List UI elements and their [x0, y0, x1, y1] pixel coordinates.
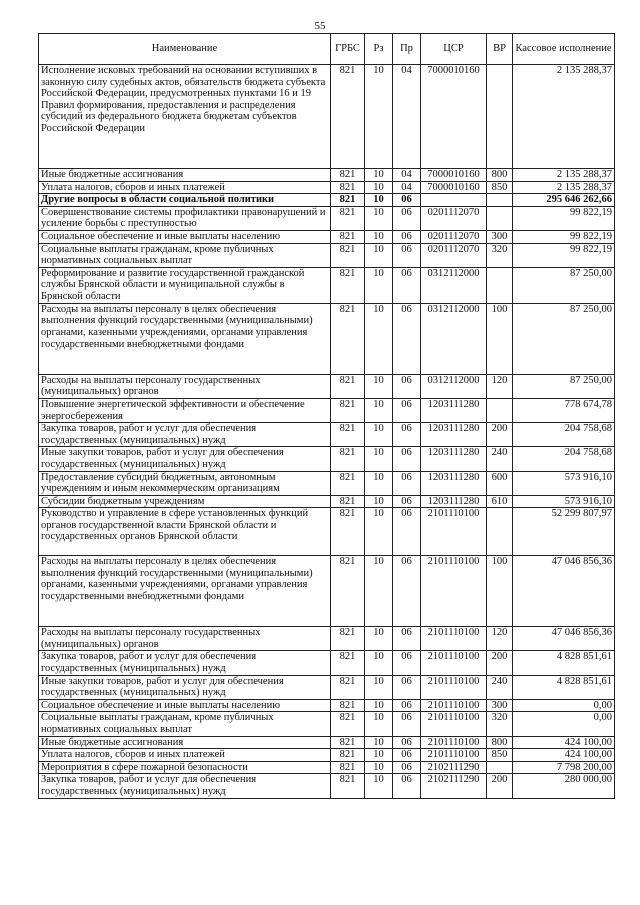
cell-name: Расходы на выплаты персоналу государственных (муниципальных) органов — [39, 627, 331, 651]
cell-vr: 200 — [487, 423, 513, 447]
cell-pr: 04 — [393, 169, 421, 182]
cell-rz: 10 — [365, 627, 393, 651]
cell-grbs: 821 — [331, 749, 365, 762]
cell-rz: 10 — [365, 206, 393, 230]
cell-csr: 1203111280 — [421, 398, 487, 422]
cell-csr: 2101110100 — [421, 712, 487, 736]
table-row — [39, 556, 615, 627]
cell-vr — [487, 65, 513, 169]
cell-csr: 2102111290 — [421, 774, 487, 798]
cell-vr — [487, 194, 513, 207]
cell-amount: 99 822,19 — [513, 206, 615, 230]
cell-csr: 1203111280 — [421, 495, 487, 508]
cell-rz: 10 — [365, 508, 393, 556]
cell-name: Социальное обеспечение и иные выплаты населению — [39, 230, 331, 243]
cell-pr: 06 — [393, 651, 421, 675]
cell-csr: 2101110100 — [421, 699, 487, 712]
cell-grbs: 821 — [331, 736, 365, 749]
cell-amount: 87 250,00 — [513, 303, 615, 374]
cell-name: Уплата налогов, сборов и иных платежей — [39, 749, 331, 762]
cell-pr: 06 — [393, 447, 421, 471]
cell-rz: 10 — [365, 712, 393, 736]
cell-pr: 06 — [393, 495, 421, 508]
table-row — [39, 699, 615, 712]
cell-grbs: 821 — [331, 675, 365, 699]
cell-rz: 10 — [365, 675, 393, 699]
table-row — [39, 495, 615, 508]
cell-grbs: 821 — [331, 169, 365, 182]
cell-vr: 800 — [487, 169, 513, 182]
cell-amount: 2 135 288,37 — [513, 181, 615, 194]
table-row — [39, 303, 615, 374]
cell-rz: 10 — [365, 65, 393, 169]
cell-grbs: 821 — [331, 471, 365, 495]
table-row — [39, 169, 615, 182]
cell-vr: 800 — [487, 736, 513, 749]
cell-name: Мероприятия в сфере пожарной безопасности — [39, 761, 331, 774]
cell-rz: 10 — [365, 749, 393, 762]
cell-vr: 610 — [487, 495, 513, 508]
table-row — [39, 398, 615, 422]
cell-rz: 10 — [365, 169, 393, 182]
cell-csr: 0201112070 — [421, 230, 487, 243]
cell-csr: 2101110100 — [421, 556, 487, 627]
cell-grbs: 821 — [331, 206, 365, 230]
cell-vr: 300 — [487, 230, 513, 243]
cell-rz: 10 — [365, 556, 393, 627]
cell-grbs: 821 — [331, 699, 365, 712]
cell-grbs: 821 — [331, 761, 365, 774]
table-row — [39, 206, 615, 230]
cell-vr — [487, 267, 513, 303]
cell-amount: 47 046 856,36 — [513, 556, 615, 627]
cell-rz: 10 — [365, 398, 393, 422]
cell-amount: 573 916,10 — [513, 495, 615, 508]
cell-amount: 0,00 — [513, 699, 615, 712]
header-amount: Кассовое исполнение — [513, 34, 615, 65]
cell-amount: 424 100,00 — [513, 736, 615, 749]
cell-rz: 10 — [365, 267, 393, 303]
cell-vr: 240 — [487, 675, 513, 699]
cell-pr: 06 — [393, 303, 421, 374]
cell-vr — [487, 508, 513, 556]
cell-grbs: 821 — [331, 374, 365, 398]
cell-name: Субсидии бюджетным учреждениям — [39, 495, 331, 508]
cell-rz: 10 — [365, 303, 393, 374]
cell-csr: 7000010160 — [421, 65, 487, 169]
cell-grbs: 821 — [331, 508, 365, 556]
cell-grbs: 821 — [331, 194, 365, 207]
cell-grbs: 821 — [331, 181, 365, 194]
cell-name: Иные бюджетные ассигнования — [39, 736, 331, 749]
cell-csr: 7000010160 — [421, 181, 487, 194]
cell-vr: 200 — [487, 651, 513, 675]
cell-name: Социальные выплаты гражданам, кроме публичных нормативных социальных выплат — [39, 243, 331, 267]
cell-grbs: 821 — [331, 423, 365, 447]
cell-rz: 10 — [365, 495, 393, 508]
cell-grbs: 821 — [331, 556, 365, 627]
table-row — [39, 508, 615, 556]
page-number: 55 — [314, 20, 326, 32]
table-row — [39, 181, 615, 194]
cell-csr: 0201112070 — [421, 243, 487, 267]
cell-amount: 52 299 807,97 — [513, 508, 615, 556]
cell-vr: 240 — [487, 447, 513, 471]
cell-csr: 2101110100 — [421, 736, 487, 749]
cell-name: Совершенствование системы профилактики правонарушений и усиление борьбы с преступностью — [39, 206, 331, 230]
cell-csr: 2101110100 — [421, 627, 487, 651]
cell-amount: 99 822,19 — [513, 243, 615, 267]
cell-vr: 300 — [487, 699, 513, 712]
cell-rz: 10 — [365, 194, 393, 207]
cell-pr: 06 — [393, 749, 421, 762]
cell-rz: 10 — [365, 374, 393, 398]
cell-vr — [487, 398, 513, 422]
header-grbs: ГРБС — [331, 34, 365, 65]
cell-csr: 2101110100 — [421, 651, 487, 675]
cell-vr — [487, 761, 513, 774]
cell-grbs: 821 — [331, 447, 365, 471]
cell-vr: 850 — [487, 749, 513, 762]
cell-vr: 600 — [487, 471, 513, 495]
cell-amount: 204 758,68 — [513, 447, 615, 471]
cell-rz: 10 — [365, 471, 393, 495]
cell-grbs: 821 — [331, 65, 365, 169]
cell-name: Другие вопросы в области социальной политики — [39, 194, 331, 207]
budget-execution-table — [38, 33, 615, 799]
cell-name: Реформирование и развитие государственной гражданской службы Брянской области и муниципальной службы в Брянской области — [39, 267, 331, 303]
cell-csr: 2102111290 — [421, 761, 487, 774]
cell-csr: 1203111280 — [421, 471, 487, 495]
cell-name: Социальные выплаты гражданам, кроме публичных нормативных социальных выплат — [39, 712, 331, 736]
cell-pr: 06 — [393, 243, 421, 267]
cell-name: Закупка товаров, работ и услуг для обеспечения государственных (муниципальных) нужд — [39, 423, 331, 447]
table-row — [39, 194, 615, 207]
header-csr: ЦСР — [421, 34, 487, 65]
cell-amount: 204 758,68 — [513, 423, 615, 447]
cell-vr: 100 — [487, 303, 513, 374]
cell-vr: 120 — [487, 627, 513, 651]
cell-amount: 573 916,10 — [513, 471, 615, 495]
cell-rz: 10 — [365, 447, 393, 471]
cell-csr: 2101110100 — [421, 508, 487, 556]
cell-grbs: 821 — [331, 774, 365, 798]
cell-pr: 04 — [393, 181, 421, 194]
cell-pr: 04 — [393, 65, 421, 169]
header-name: Наименование — [39, 34, 331, 65]
cell-amount: 280 000,00 — [513, 774, 615, 798]
cell-grbs: 821 — [331, 651, 365, 675]
cell-name: Расходы на выплаты персоналу в целях обеспечения выполнения функций государственными (муниципальными) органами, казенными учреждениями, органами управления государственными внебюджетными фондами — [39, 303, 331, 374]
cell-amount: 4 828 851,61 — [513, 675, 615, 699]
cell-csr: 1203111280 — [421, 423, 487, 447]
table-row — [39, 230, 615, 243]
cell-amount: 2 135 288,37 — [513, 65, 615, 169]
table-row — [39, 447, 615, 471]
cell-rz: 10 — [365, 699, 393, 712]
cell-grbs: 821 — [331, 243, 365, 267]
cell-amount: 295 646 262,66 — [513, 194, 615, 207]
cell-csr: 0201112070 — [421, 206, 487, 230]
cell-name: Иные бюджетные ассигнования — [39, 169, 331, 182]
cell-pr: 06 — [393, 471, 421, 495]
cell-name: Руководство и управление в сфере установленных функций органов государственной власти Брянской области и государственных органов Брянской области — [39, 508, 331, 556]
cell-grbs: 821 — [331, 627, 365, 651]
cell-pr: 06 — [393, 423, 421, 447]
cell-rz: 10 — [365, 736, 393, 749]
cell-pr: 06 — [393, 761, 421, 774]
cell-rz: 10 — [365, 230, 393, 243]
cell-rz: 10 — [365, 243, 393, 267]
cell-rz: 10 — [365, 774, 393, 798]
table-body — [39, 65, 615, 799]
cell-amount: 0,00 — [513, 712, 615, 736]
cell-amount: 2 135 288,37 — [513, 169, 615, 182]
cell-rz: 10 — [365, 423, 393, 447]
cell-pr: 06 — [393, 206, 421, 230]
cell-grbs: 821 — [331, 267, 365, 303]
cell-pr: 06 — [393, 699, 421, 712]
table-row — [39, 675, 615, 699]
cell-vr: 100 — [487, 556, 513, 627]
cell-csr: 2101110100 — [421, 749, 487, 762]
table-row — [39, 65, 615, 169]
cell-amount: 47 046 856,36 — [513, 627, 615, 651]
cell-amount: 87 250,00 — [513, 374, 615, 398]
cell-pr: 06 — [393, 374, 421, 398]
cell-name: Иные закупки товаров, работ и услуг для обеспечения государственных (муниципальных) нужд — [39, 447, 331, 471]
table-row — [39, 627, 615, 651]
cell-grbs: 821 — [331, 712, 365, 736]
cell-name: Социальное обеспечение и иные выплаты населению — [39, 699, 331, 712]
cell-csr: 0312112000 — [421, 374, 487, 398]
cell-csr — [421, 194, 487, 207]
cell-pr: 06 — [393, 736, 421, 749]
cell-name: Закупка товаров, работ и услуг для обеспечения государственных (муниципальных) нужд — [39, 774, 331, 798]
cell-vr: 320 — [487, 243, 513, 267]
cell-amount: 99 822,19 — [513, 230, 615, 243]
cell-pr: 06 — [393, 712, 421, 736]
cell-name: Предоставление субсидий бюджетным, автономным учреждениям и иным некоммерческим организациям — [39, 471, 331, 495]
cell-name: Закупка товаров, работ и услуг для обеспечения государственных (муниципальных) нужд — [39, 651, 331, 675]
cell-pr: 06 — [393, 627, 421, 651]
header-pr: Пр — [393, 34, 421, 65]
cell-amount: 7 798 200,00 — [513, 761, 615, 774]
cell-rz: 10 — [365, 181, 393, 194]
cell-vr: 850 — [487, 181, 513, 194]
cell-pr: 06 — [393, 398, 421, 422]
cell-name: Иные закупки товаров, работ и услуг для обеспечения государственных (муниципальных) нужд — [39, 675, 331, 699]
cell-name: Уплата налогов, сборов и иных платежей — [39, 181, 331, 194]
cell-pr: 06 — [393, 194, 421, 207]
cell-grbs: 821 — [331, 230, 365, 243]
cell-grbs: 821 — [331, 398, 365, 422]
cell-rz: 10 — [365, 761, 393, 774]
cell-amount: 778 674,78 — [513, 398, 615, 422]
table-row — [39, 761, 615, 774]
header-vr: ВР — [487, 34, 513, 65]
cell-vr: 320 — [487, 712, 513, 736]
cell-name: Расходы на выплаты персоналу государственных (муниципальных) органов — [39, 374, 331, 398]
cell-pr: 06 — [393, 556, 421, 627]
cell-pr: 06 — [393, 675, 421, 699]
table-row — [39, 651, 615, 675]
header-rz: Рз — [365, 34, 393, 65]
cell-csr: 2101110100 — [421, 675, 487, 699]
cell-csr: 1203111280 — [421, 447, 487, 471]
table-row — [39, 736, 615, 749]
cell-amount: 87 250,00 — [513, 267, 615, 303]
table-row — [39, 749, 615, 762]
table-row — [39, 712, 615, 736]
cell-csr: 0312112000 — [421, 267, 487, 303]
cell-vr: 120 — [487, 374, 513, 398]
cell-pr: 06 — [393, 774, 421, 798]
cell-grbs: 821 — [331, 495, 365, 508]
cell-pr: 06 — [393, 230, 421, 243]
cell-name: Расходы на выплаты персоналу в целях обеспечения выполнения функций государственными (муниципальными) органами, казенными учреждениями, органами управления государственными внебюджетными фондами — [39, 556, 331, 627]
cell-name: Повышение энергетической эффективности и обеспечение энергосбережения — [39, 398, 331, 422]
cell-pr: 06 — [393, 267, 421, 303]
table-header — [39, 34, 615, 65]
table-row — [39, 374, 615, 398]
cell-vr — [487, 206, 513, 230]
cell-vr: 200 — [487, 774, 513, 798]
cell-name: Исполнение исковых требований на основании вступивших в законную силу судебных актов, обязательств бюджета субъекта Российской Федерации, предусмотренных пунктами 16 и 19 Правил формирования, предоставления и распределения субсидий из федерального бюджета бюджетам субъектов Российской Федерации — [39, 65, 331, 169]
cell-amount: 4 828 851,61 — [513, 651, 615, 675]
cell-csr: 0312112000 — [421, 303, 487, 374]
table-row — [39, 243, 615, 267]
cell-csr: 7000010160 — [421, 169, 487, 182]
table-row — [39, 267, 615, 303]
cell-pr: 06 — [393, 508, 421, 556]
cell-amount: 424 100,00 — [513, 749, 615, 762]
table-row — [39, 471, 615, 495]
table-row — [39, 774, 615, 798]
table-row — [39, 423, 615, 447]
cell-rz: 10 — [365, 651, 393, 675]
cell-grbs: 821 — [331, 303, 365, 374]
